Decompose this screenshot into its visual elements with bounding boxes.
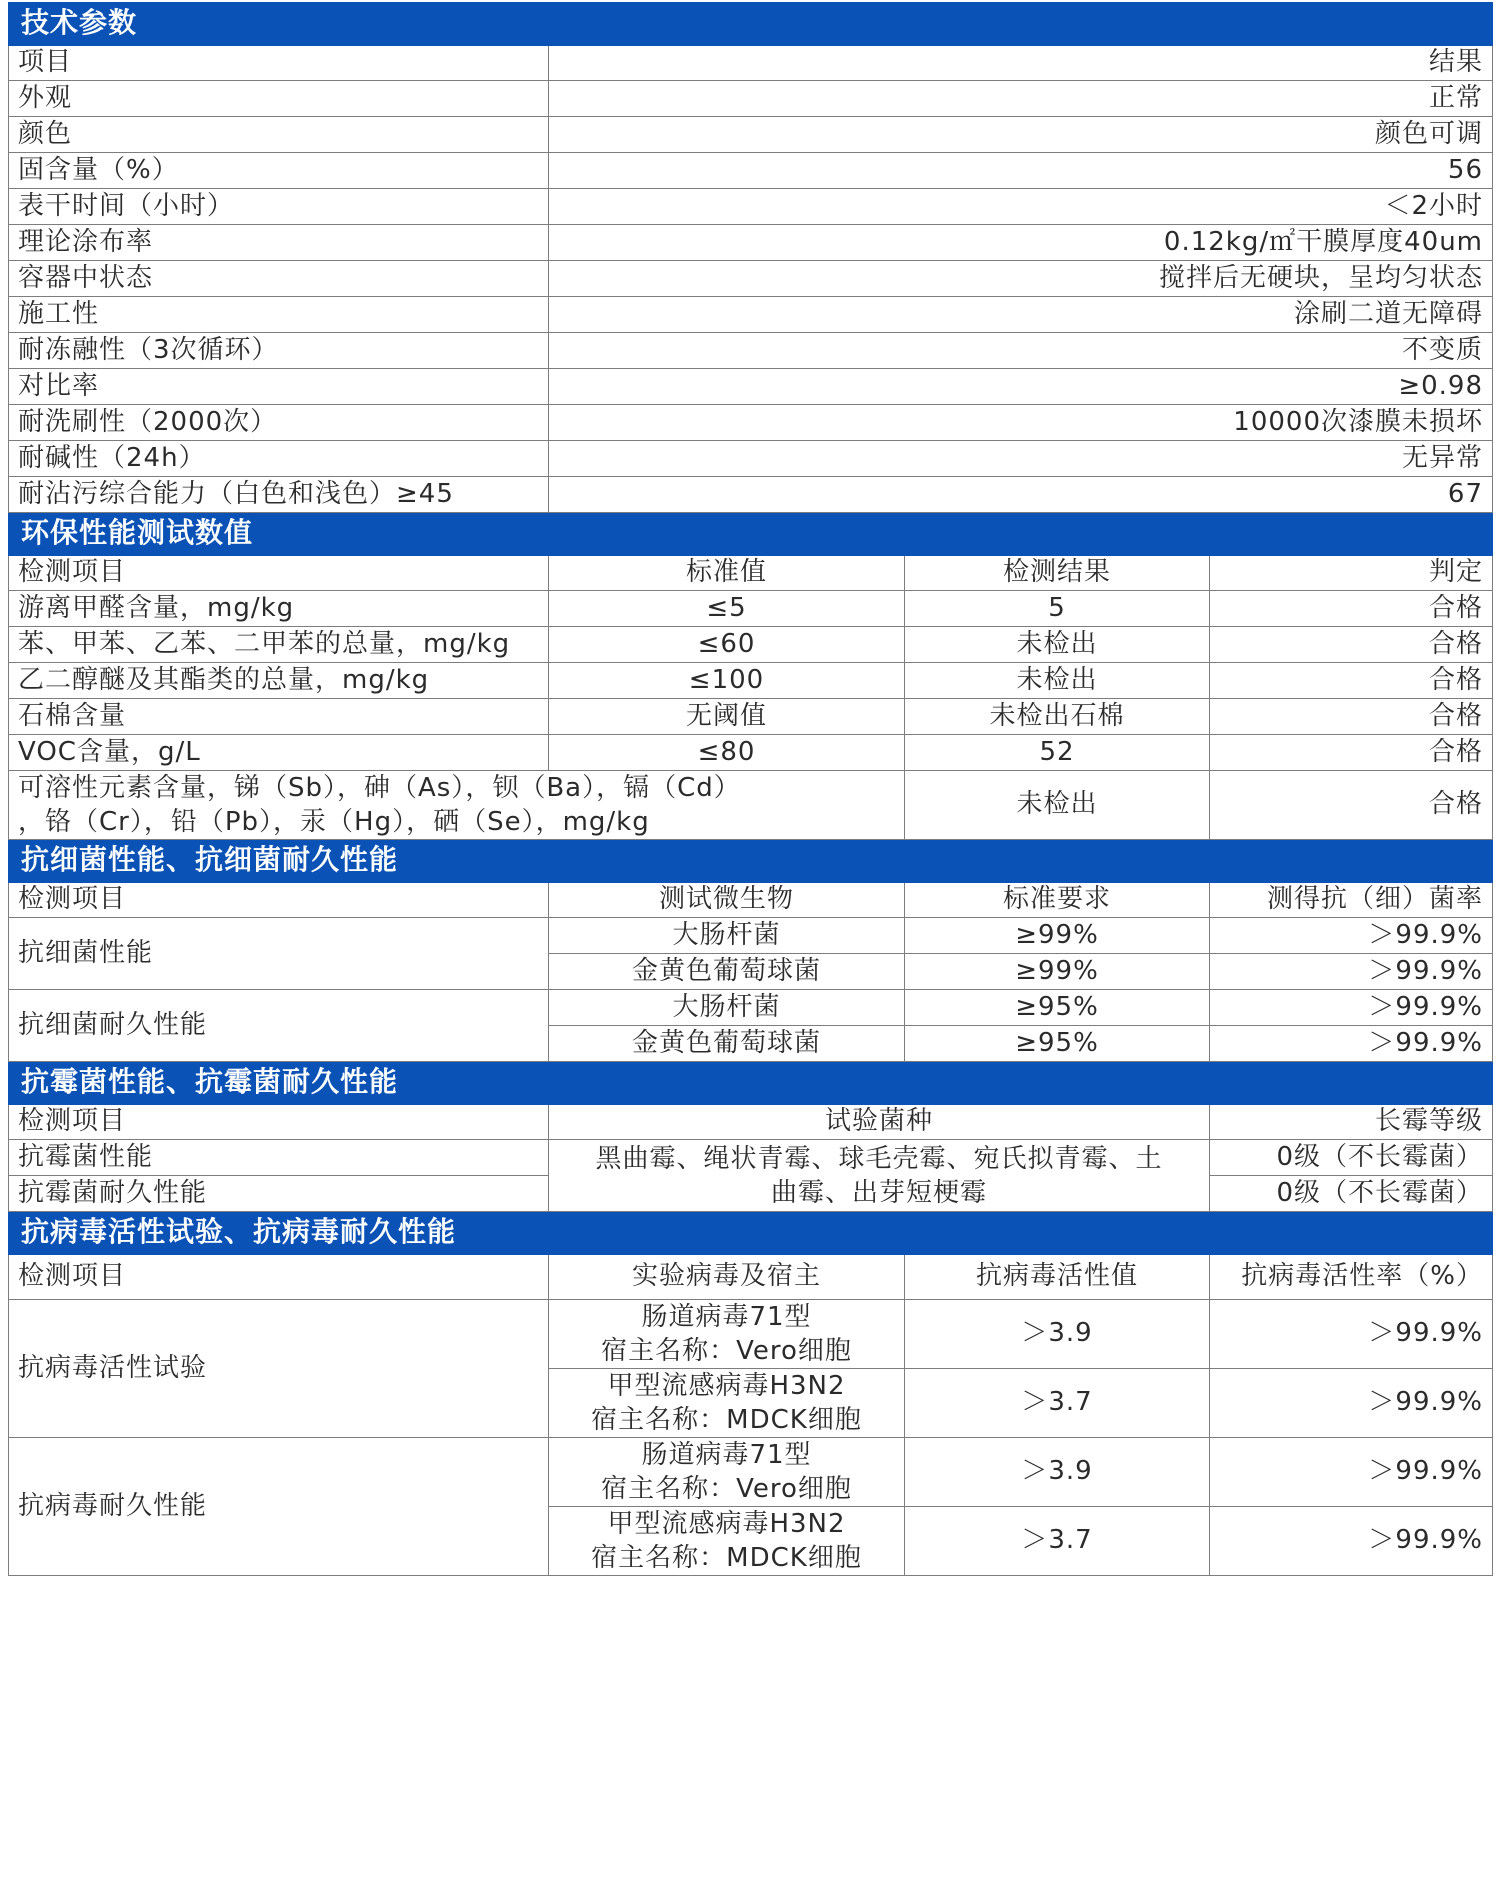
standard-cell: ≥99% <box>905 918 1210 954</box>
virus-head-row <box>9 1254 1493 1300</box>
activity-value-cell: ＞3.7 <box>905 1507 1210 1576</box>
result-cell: 颜色可调 <box>549 117 1493 153</box>
section-title: 抗细菌性能、抗细菌耐久性能 <box>9 840 1493 882</box>
column-header: 测试微生物 <box>549 882 905 918</box>
result-cell: ＜2小时 <box>549 189 1493 225</box>
column-header: 抗病毒活性率（%） <box>1210 1254 1493 1300</box>
table-cell: 合格 <box>1210 735 1493 771</box>
host-name: 宿主名称：Vero细胞 <box>601 1474 852 1504</box>
column-header: 检测项目 <box>9 1104 549 1140</box>
mold-head-row <box>9 1104 1493 1140</box>
table-row <box>9 477 1493 513</box>
result-cell: 正常 <box>549 81 1493 117</box>
group-name-cell: 抗细菌性能 <box>9 918 549 990</box>
section-title: 抗病毒活性试验、抗病毒耐久性能 <box>9 1212 1493 1254</box>
activity-rate-cell: ＞99.9% <box>1210 1507 1493 1576</box>
table-row <box>9 627 1493 663</box>
table-cell: ≤5 <box>549 591 905 627</box>
microbe-cell: 金黄色葡萄球菌 <box>549 1026 905 1062</box>
item-cell: 固含量（%） <box>9 153 549 189</box>
column-header: 长霉等级 <box>1210 1104 1493 1140</box>
result-cell: ≥0.98 <box>549 369 1493 405</box>
grade-cell: 0级（不长霉菌） <box>1210 1176 1493 1212</box>
table-cell: 无阈值 <box>549 699 905 735</box>
column-header: 标准值 <box>549 555 905 591</box>
table-cell: 未检出 <box>905 663 1210 699</box>
column-header: 测得抗（细）菌率 <box>1210 882 1493 918</box>
item-cell: 耐洗刷性（2000次） <box>9 405 549 441</box>
column-header: 检测项目 <box>9 555 549 591</box>
virus-host-cell <box>549 1369 905 1438</box>
column-header: 实验病毒及宿主 <box>549 1254 905 1300</box>
column-header: 判定 <box>1210 555 1493 591</box>
standard-cell: ≥95% <box>905 1026 1210 1062</box>
table-cell: 游离甲醛含量，mg/kg <box>9 591 549 627</box>
host-name: 宿主名称：Vero细胞 <box>601 1336 852 1366</box>
table-cell: 乙二醇醚及其酯类的总量，mg/kg <box>9 663 549 699</box>
virus-name: 甲型流感病毒H3N2 <box>607 1371 846 1401</box>
table-row <box>9 591 1493 627</box>
table-cell: VOC含量，g/L <box>9 735 549 771</box>
host-name: 宿主名称：MDCK细胞 <box>591 1543 862 1573</box>
section-title: 环保性能测试数值 <box>9 513 1493 555</box>
item-cell: 耐冻融性（3次循环） <box>9 333 549 369</box>
result-cell: 搅拌后无硬块，呈均匀状态 <box>549 261 1493 297</box>
column-header: 检测项目 <box>9 882 549 918</box>
column-header-item: 项目 <box>9 45 549 81</box>
activity-value-cell: ＞3.9 <box>905 1300 1210 1369</box>
result-cell: 56 <box>549 153 1493 189</box>
table-row <box>9 369 1493 405</box>
section-header-env <box>9 513 1493 555</box>
activity-value-cell: ＞3.7 <box>905 1369 1210 1438</box>
table-row <box>9 1438 1493 1507</box>
section-title: 技术参数 <box>9 3 1493 45</box>
item-cell: 容器中状态 <box>9 261 549 297</box>
virus-name: 肠道病毒71型 <box>641 1440 812 1470</box>
host-name: 宿主名称：MDCK细胞 <box>591 1405 862 1435</box>
table-cell: 52 <box>905 735 1210 771</box>
table-cell: 合格 <box>1210 663 1493 699</box>
table-row <box>9 333 1493 369</box>
activity-value-cell: ＞3.9 <box>905 1438 1210 1507</box>
section-header-tech <box>9 3 1493 45</box>
section-header-bact <box>9 840 1493 882</box>
column-header: 标准要求 <box>905 882 1210 918</box>
item-cell: 对比率 <box>9 369 549 405</box>
table-cell: 未检出石棉 <box>905 699 1210 735</box>
virus-host-cell <box>549 1438 905 1507</box>
table-row <box>9 153 1493 189</box>
table-cell: 未检出 <box>905 627 1210 663</box>
standard-cell: ≥95% <box>905 990 1210 1026</box>
spec-table <box>8 2 1493 1576</box>
result-cell: 0.12kg/㎡干膜厚度40um <box>549 225 1493 261</box>
result-cell: 不变质 <box>549 333 1493 369</box>
table-row <box>9 699 1493 735</box>
spec-sheet <box>8 2 1492 1899</box>
bact-head-row <box>9 882 1493 918</box>
table-cell: 5 <box>905 591 1210 627</box>
env-head-row <box>9 555 1493 591</box>
item-cell: 理论涂布率 <box>9 225 549 261</box>
result-cell: 无异常 <box>549 441 1493 477</box>
result-cell: 涂刷二道无障碍 <box>549 297 1493 333</box>
column-header: 检测结果 <box>905 555 1210 591</box>
section-header-virus <box>9 1212 1493 1254</box>
rate-cell: ＞99.9% <box>1210 990 1493 1026</box>
column-header-result: 结果 <box>549 45 1493 81</box>
section-title: 抗霉菌性能、抗霉菌耐久性能 <box>9 1062 1493 1104</box>
table-row <box>9 297 1493 333</box>
env-heavy-row <box>9 771 1493 840</box>
activity-rate-cell: ＞99.9% <box>1210 1300 1493 1369</box>
table-cell: 合格 <box>1210 591 1493 627</box>
microbe-cell: 金黄色葡萄球菌 <box>549 954 905 990</box>
heavy-item-line: 可溶性元素含量，锑（Sb），砷（As），钡（Ba），镉（Cd） <box>18 773 741 803</box>
column-header: 检测项目 <box>9 1254 549 1300</box>
grade-cell: 0级（不长霉菌） <box>1210 1140 1493 1176</box>
group-name-cell: 抗病毒耐久性能 <box>9 1438 549 1576</box>
table-row <box>9 990 1493 1026</box>
tech-head-row <box>9 45 1493 81</box>
virus-name: 肠道病毒71型 <box>641 1302 812 1332</box>
item-cell: 抗霉菌耐久性能 <box>9 1176 549 1212</box>
item-cell: 外观 <box>9 81 549 117</box>
rate-cell: ＞99.9% <box>1210 954 1493 990</box>
rate-cell: ＞99.9% <box>1210 918 1493 954</box>
section-header-mold <box>9 1062 1493 1104</box>
virus-name: 甲型流感病毒H3N2 <box>607 1509 846 1539</box>
heavy-metal-item-cell <box>9 771 905 840</box>
table-row <box>9 441 1493 477</box>
table-row <box>9 225 1493 261</box>
table-row <box>9 918 1493 954</box>
table-cell: ≤100 <box>549 663 905 699</box>
item-cell: 表干时间（小时） <box>9 189 549 225</box>
table-cell: ≤60 <box>549 627 905 663</box>
table-row <box>9 735 1493 771</box>
column-header: 试验菌种 <box>549 1104 1210 1140</box>
group-name-cell: 抗细菌耐久性能 <box>9 990 549 1062</box>
heavy-item-line: ，铬（Cr），铅（Pb），汞（Hg），硒（Se），mg/kg <box>18 807 650 837</box>
species-line: 曲霉、出芽短梗霉 <box>770 1177 987 1208</box>
table-row <box>9 261 1493 297</box>
item-cell: 耐沾污综合能力（白色和浅色）≥45 <box>9 477 549 513</box>
table-cell: 苯、甲苯、乙苯、二甲苯的总量，mg/kg <box>9 627 549 663</box>
item-cell: 抗霉菌性能 <box>9 1140 549 1176</box>
table-cell: 石棉含量 <box>9 699 549 735</box>
table-cell: 合格 <box>1210 699 1493 735</box>
column-header: 抗病毒活性值 <box>905 1254 1210 1300</box>
table-row <box>9 405 1493 441</box>
table-row <box>9 663 1493 699</box>
table-cell: ≤80 <box>549 735 905 771</box>
item-cell: 颜色 <box>9 117 549 153</box>
item-cell: 施工性 <box>9 297 549 333</box>
table-row <box>9 81 1493 117</box>
table-row <box>9 1140 1493 1176</box>
standard-cell: ≥99% <box>905 954 1210 990</box>
table-row <box>9 1300 1493 1369</box>
mold-species-cell <box>549 1140 1210 1212</box>
virus-host-cell <box>549 1300 905 1369</box>
virus-host-cell <box>549 1507 905 1576</box>
table-cell: 合格 <box>1210 627 1493 663</box>
activity-rate-cell: ＞99.9% <box>1210 1438 1493 1507</box>
result-cell: 未检出 <box>905 771 1210 840</box>
microbe-cell: 大肠杆菌 <box>549 990 905 1026</box>
group-name-cell: 抗病毒活性试验 <box>9 1300 549 1438</box>
table-row <box>9 189 1493 225</box>
judge-cell: 合格 <box>1210 771 1493 840</box>
table-row <box>9 117 1493 153</box>
result-cell: 67 <box>549 477 1493 513</box>
species-line: 黑曲霉、绳状青霉、球毛壳霉、宛氏拟青霉、土 <box>595 1143 1163 1174</box>
result-cell: 10000次漆膜未损坏 <box>549 405 1493 441</box>
activity-rate-cell: ＞99.9% <box>1210 1369 1493 1438</box>
microbe-cell: 大肠杆菌 <box>549 918 905 954</box>
item-cell: 耐碱性（24h） <box>9 441 549 477</box>
rate-cell: ＞99.9% <box>1210 1026 1493 1062</box>
